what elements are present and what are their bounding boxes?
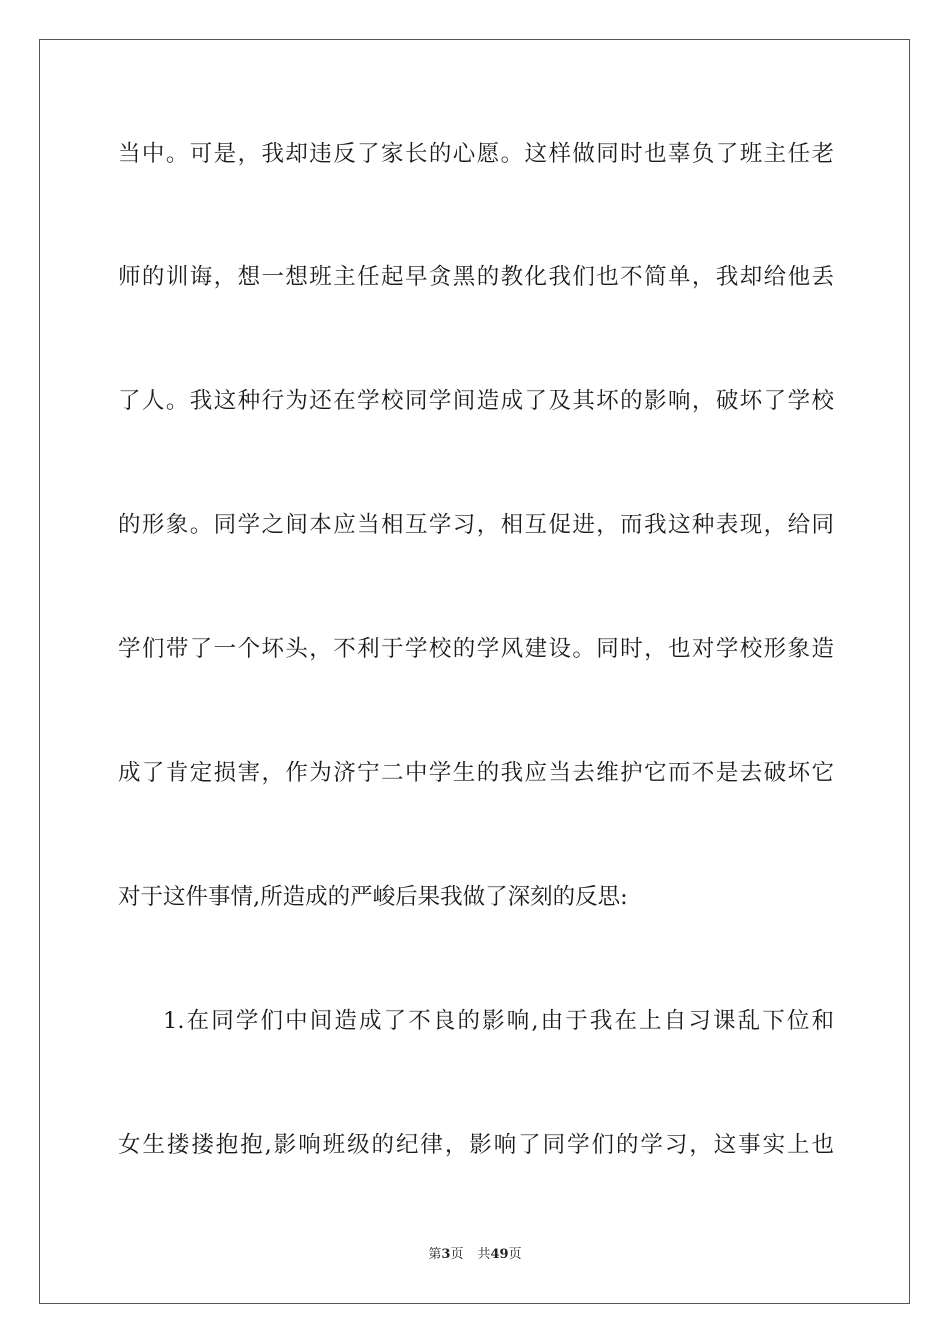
text-line-5: 学们带了一个坏头，不利于学校的学风建设。同时，也对学校形象造 [118, 636, 834, 662]
text-line-4: 的形象。同学之间本应当相互学习，相互促进，而我这种表现，给同 [118, 512, 834, 538]
text-line-9: 女生搂搂抱抱,影响班级的纪律，影响了同学们的学习，这事实上也 [118, 1132, 834, 1158]
text-line-6: 成了肯定损害，作为济宁二中学生的我应当去维护它而不是去破坏它 [118, 760, 834, 786]
text-line-8: 1.在同学们中间造成了不良的影响,由于我在上自习课乱下位和 [163, 1008, 834, 1034]
page-footer [0, 1246, 950, 1264]
total-suffix: 页 [508, 1247, 522, 1262]
page-suffix: 页 [450, 1247, 464, 1262]
text-line-3: 了人。我这种行为还在学校同学间造成了及其坏的影响，破坏了学校 [118, 388, 834, 414]
page-border [39, 39, 910, 1304]
text-line-1: 当中。可是，我却违反了家长的心愿。这样做同时也辜负了班主任老 [118, 141, 834, 167]
total-pages: 49 [490, 1247, 509, 1262]
text-line-2: 师的训诲，想一想班主任起早贪黑的教化我们也不简单，我却给他丢 [118, 264, 834, 290]
text-line-7: 对于这件事情,所造成的严峻后果我做了深刻的反思: [118, 884, 628, 910]
total-prefix: 共 [477, 1247, 491, 1262]
page-number: 3 [441, 1247, 451, 1262]
page-prefix: 第 [428, 1247, 442, 1262]
